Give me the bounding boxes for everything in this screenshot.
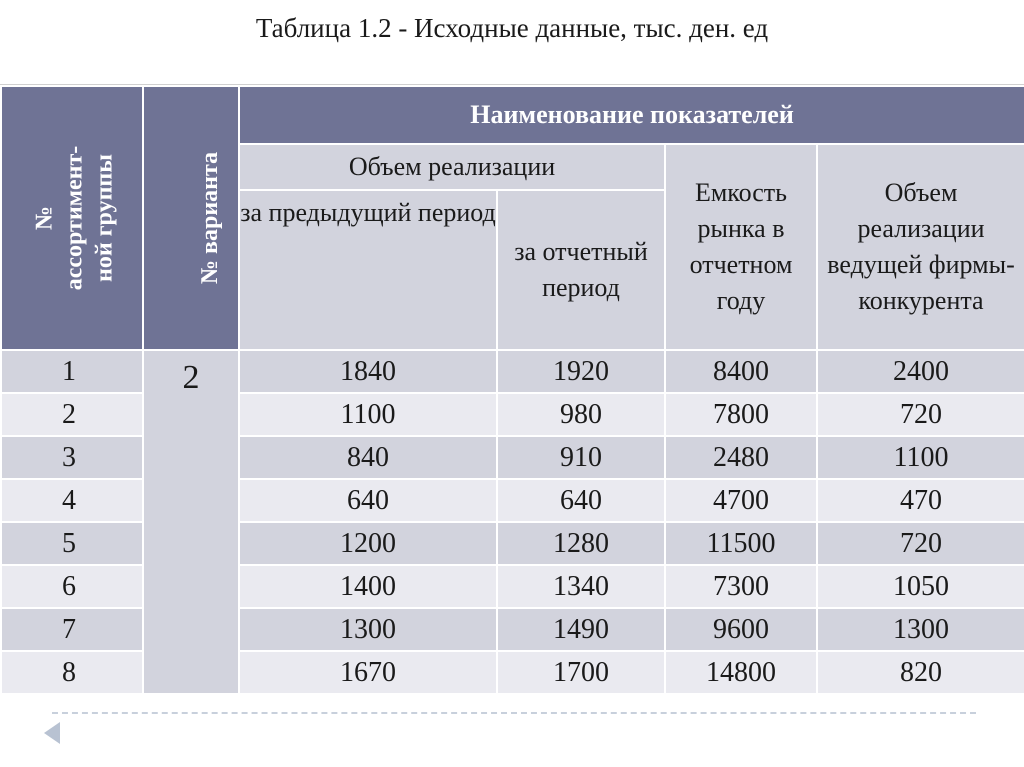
title-band xyxy=(0,0,1024,84)
group-header-cell xyxy=(1,86,143,350)
market-capacity-cell: 7300 xyxy=(665,565,817,608)
table-title: Таблица 1.2 - Исходные данные, тыс. ден. ед xyxy=(255,13,769,43)
market-capacity-cell: 7800 xyxy=(665,393,817,436)
prev-period-cell: 640 xyxy=(239,479,497,522)
prev-period-header: за предыдущий период xyxy=(239,190,497,350)
group-number-cell: 1 xyxy=(1,350,143,393)
market-capacity-cell: 14800 xyxy=(665,651,817,694)
competitor-sales-cell: 1050 xyxy=(817,565,1024,608)
triangle-left-icon[interactable] xyxy=(44,722,60,744)
market-capacity-cell: 4700 xyxy=(665,479,817,522)
curr-period-cell: 1280 xyxy=(497,522,665,565)
market-capacity-cell: 8400 xyxy=(665,350,817,393)
competitor-sales-cell: 820 xyxy=(817,651,1024,694)
market-capacity-cell: 2480 xyxy=(665,436,817,479)
group-header-line-2: ассортимент- xyxy=(61,145,88,291)
market-capacity-header: Емкость рынка в отчетном году xyxy=(665,144,817,350)
variant-header: № варианта xyxy=(197,151,224,285)
indicators-header: Наименование показателей xyxy=(239,86,1024,144)
group-header-line-1: № xyxy=(31,205,58,231)
competitor-sales-header: Объем реализации ведущей фирмы-конкурента xyxy=(817,144,1024,350)
data-table xyxy=(0,85,1024,695)
group-number-cell: 5 xyxy=(1,522,143,565)
footer-rule xyxy=(52,712,976,714)
group-number-cell: 7 xyxy=(1,608,143,651)
prev-period-cell: 1840 xyxy=(239,350,497,393)
header-row-1 xyxy=(1,86,1024,144)
curr-period-cell: 1340 xyxy=(497,565,665,608)
prev-period-cell: 1300 xyxy=(239,608,497,651)
curr-period-cell: 910 xyxy=(497,436,665,479)
group-number-cell: 8 xyxy=(1,651,143,694)
competitor-sales-cell: 2400 xyxy=(817,350,1024,393)
variant-number-cell: 2 xyxy=(143,350,239,694)
curr-period-cell: 1920 xyxy=(497,350,665,393)
table-row xyxy=(1,350,1024,393)
prev-period-cell: 1400 xyxy=(239,565,497,608)
competitor-sales-cell: 1100 xyxy=(817,436,1024,479)
group-header xyxy=(29,146,119,291)
curr-period-cell: 1700 xyxy=(497,651,665,694)
curr-period-cell: 640 xyxy=(497,479,665,522)
competitor-sales-cell: 720 xyxy=(817,522,1024,565)
variant-header-cell xyxy=(143,86,239,350)
group-number-cell: 3 xyxy=(1,436,143,479)
prev-period-cell: 1100 xyxy=(239,393,497,436)
prev-period-cell: 840 xyxy=(239,436,497,479)
sales-volume-header: Объем реализации xyxy=(239,144,665,190)
curr-period-cell: 980 xyxy=(497,393,665,436)
competitor-sales-cell: 720 xyxy=(817,393,1024,436)
group-number-cell: 2 xyxy=(1,393,143,436)
prev-period-cell: 1670 xyxy=(239,651,497,694)
group-header-line-3: ной группы xyxy=(91,154,118,282)
market-capacity-cell: 9600 xyxy=(665,608,817,651)
curr-period-cell: 1490 xyxy=(497,608,665,651)
competitor-sales-cell: 1300 xyxy=(817,608,1024,651)
curr-period-header: за отчетный период xyxy=(497,190,665,350)
market-capacity-cell: 11500 xyxy=(665,522,817,565)
competitor-sales-cell: 470 xyxy=(817,479,1024,522)
group-number-cell: 4 xyxy=(1,479,143,522)
group-number-cell: 6 xyxy=(1,565,143,608)
prev-period-cell: 1200 xyxy=(239,522,497,565)
